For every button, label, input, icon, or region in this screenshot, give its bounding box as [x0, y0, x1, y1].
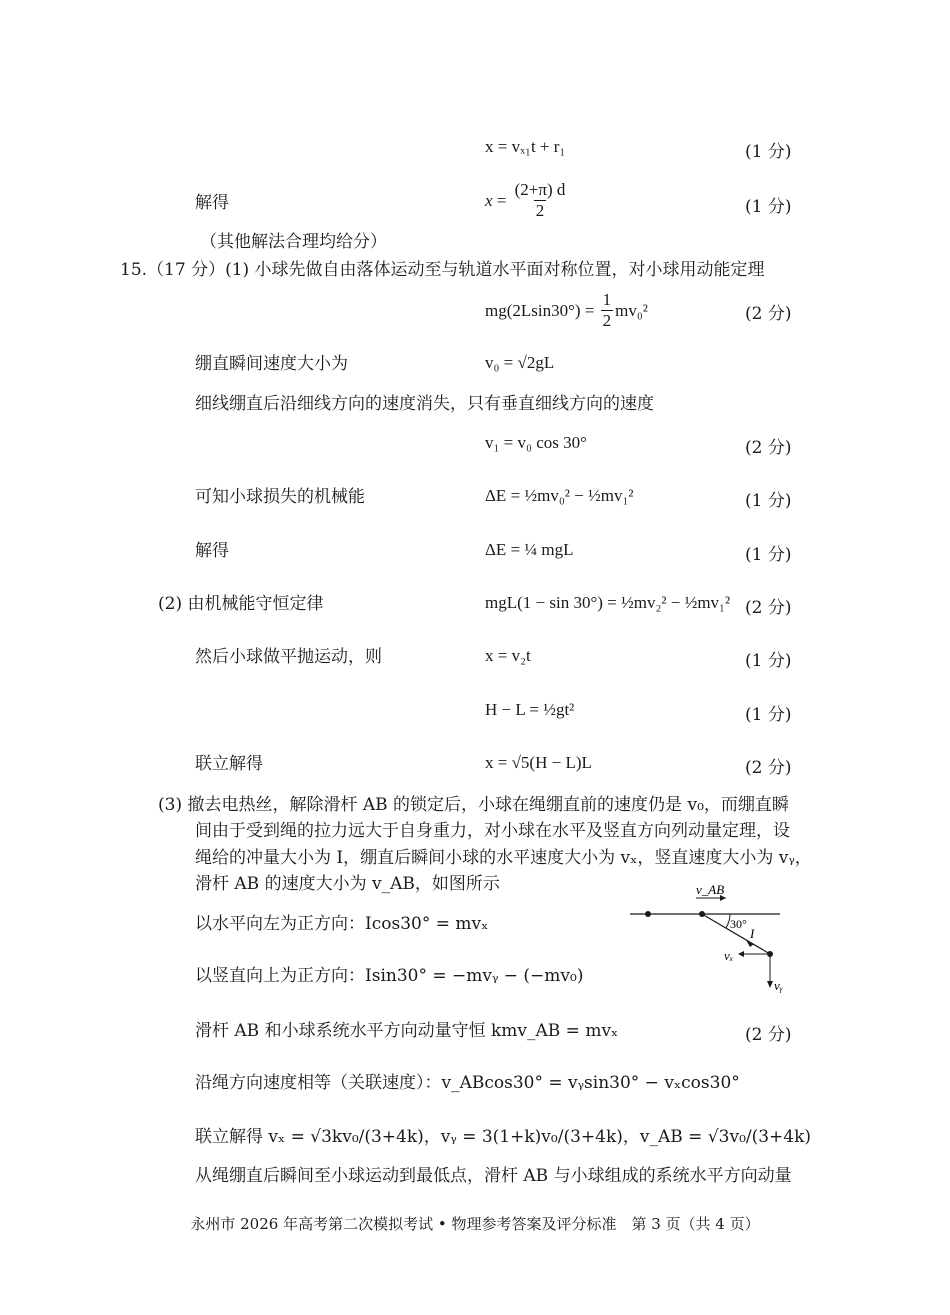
- angle-label: 30°: [730, 917, 747, 931]
- points-8: (1 分): [745, 651, 792, 671]
- perpendicular-note: 细线绷直后沿细线方向的速度消失，只有垂直细线方向的速度: [195, 394, 654, 414]
- page-footer: 永州市 2026 年高考第二次模拟考试 • 物理参考答案及评分标准 第 3 页（共 4 页）: [190, 1215, 760, 1233]
- eq-h-minus-l: H − L = ½gt²: [485, 700, 575, 719]
- eq-v1: v₁ = v₀ cos 30°: [485, 433, 587, 452]
- eq-x-final: x = √5(H − L)L: [485, 753, 592, 772]
- part2-heading: (2) 由机械能守恒定律: [158, 594, 324, 614]
- velocity-diagram: [630, 880, 800, 1000]
- points-7: (2 分): [745, 598, 792, 618]
- alt-method-note: （其他解法合理均给分）: [200, 232, 387, 252]
- frac-den: 2: [535, 201, 545, 220]
- part3-line-4: 滑杆 AB 的速度大小为 v_AB，如图所示: [195, 874, 500, 894]
- eq-energy-theorem: mg(2Lsin30°) = $\frac{1}{2}$ mv₀²: [485, 290, 648, 330]
- last-line: 从绳绷直后瞬间至小球运动到最低点，滑杆 AB 与小球组成的系统水平方向动量: [195, 1166, 792, 1186]
- rope-velocity: 沿绳方向速度相等（关联速度）：v_ABcos30° = vᵧsin30° − vₓcos30°: [195, 1073, 740, 1093]
- part3-line-2: 间由于受到绳的拉力远大于自身重力，对小球在水平及竖直方向列动量定理，设: [195, 821, 790, 841]
- horizontal-momentum: 以水平向左为正方向：Icos30° = mvₓ: [195, 914, 489, 934]
- vx-label: vₓ: [724, 948, 734, 963]
- eq-x-result: x = $\frac{(2+\pi) d}{2}$: [485, 180, 566, 220]
- vy-label: vᵧ: [774, 978, 783, 993]
- solve-label-2: 解得: [195, 541, 229, 561]
- points-5: (1 分): [745, 491, 792, 511]
- rod-end-dot: [645, 911, 651, 917]
- eq-conservation: mgL(1 − sin 30°) = ½mv₂² − ½mv₁²: [485, 593, 731, 612]
- part3-line-1: (3) 撤去电热丝，解除滑杆 AB 的锁定后，小球在绳绷直前的速度仍是 v₀，而绷直瞬: [158, 795, 789, 815]
- eq-v0: v₀ = √2gL: [485, 353, 555, 372]
- impulse-label: I: [750, 926, 755, 941]
- q15-heading: 15.（17 分）(1) 小球先做自由落体运动至与轨道水平面对称位置，对小球用动能定理: [120, 260, 765, 280]
- vab-label: v_AB: [696, 882, 725, 897]
- projectile-label: 然后小球做平抛运动，则: [195, 647, 382, 667]
- frac-num: (2+π) d: [514, 180, 566, 199]
- solve-label: 解得: [195, 193, 229, 213]
- system-momentum: 滑杆 AB 和小球系统水平方向动量守恒 kmv_AB = mvₓ: [195, 1021, 619, 1041]
- eq-x-v2t: x = v₂t: [485, 646, 531, 665]
- eq-delta-e-result: ΔE = ¼ mgL: [485, 540, 574, 559]
- points-6: (1 分): [745, 545, 792, 565]
- points-4: (2 分): [745, 438, 792, 458]
- points-1: (1 分): [745, 142, 792, 162]
- points-3: (2 分): [745, 304, 792, 324]
- points-2: (1 分): [745, 197, 792, 217]
- energy-loss-label: 可知小球损失的机械能: [195, 487, 365, 507]
- points-9: (1 分): [745, 705, 792, 725]
- v0-label: 绷直瞬间速度大小为: [195, 354, 348, 374]
- points-10: (2 分): [745, 758, 792, 778]
- points-11: (2 分): [745, 1025, 792, 1045]
- vertical-momentum: 以竖直向上为正方向：Isin30° = −mvᵧ − (−mv₀): [195, 966, 584, 986]
- part3-line-3: 绳给的冲量大小为 I，绷直后瞬间小球的水平速度大小为 vₓ，竖直速度大小为 vᵧ，: [195, 848, 812, 868]
- eq-delta-e: ΔE = ½mv₀² − ½mv₁²: [485, 486, 634, 505]
- combined-solution: 联立解得 vₓ = √3kv₀/(3+4k)，vᵧ = 3(1+k)v₀/(3+4k)，v_AB = √3v₀/(3+4k): [195, 1127, 812, 1147]
- eq-x-vx1t: x = vₓ₁t + r₁: [485, 137, 566, 156]
- combine-label: 联立解得: [195, 754, 263, 774]
